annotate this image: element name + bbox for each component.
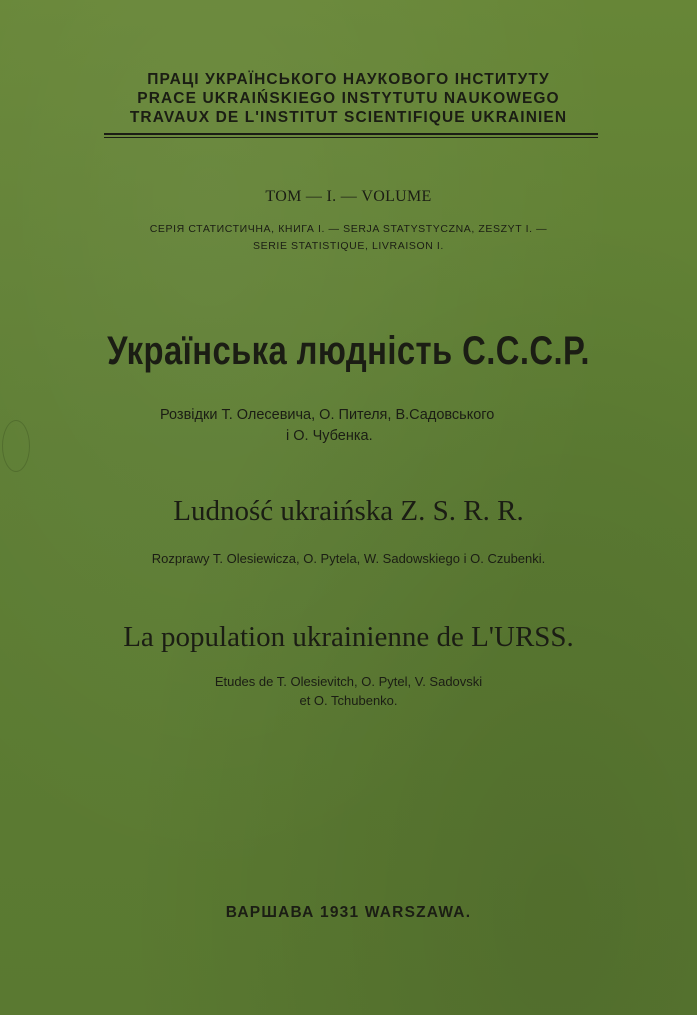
- imprint-place-year: ВАРШАВА 1931 WARSZAWA.: [225, 904, 472, 921]
- authors-ukrainian: [160, 405, 494, 447]
- series-title-polish: PRACE UKRAIŃSKIEGO INSTYTUTU NAUKOWEGO: [137, 90, 560, 107]
- subseries-line-2: SERIE STATISTIQUE, LIVRAISON I.: [253, 240, 444, 252]
- authors-polish: Rozprawy T. Olesiewicza, O. Pytela, W. Sadowskiego i O. Czubenki.: [151, 551, 546, 566]
- title-polish: Ludność ukraińska Z. S. R. R.: [173, 495, 524, 527]
- series-header: [0, 70, 697, 127]
- authors-french: [0, 672, 697, 710]
- header-rule-thick: [104, 133, 598, 135]
- authors-ukrainian-line-1: Розвідки Т. Олесевича, О. Пителя, В.Садовського: [160, 407, 495, 423]
- header-rule-thin: [104, 137, 598, 138]
- main-title-ukrainian: Українська людність С.С.С.Р.: [107, 329, 590, 373]
- volume-label: ТОМ — І. — VOLUME: [265, 188, 432, 205]
- series-title-ukrainian: ПРАЦІ УКРАЇНСЬКОГО НАУКОВОГО ІНСТИТУТУ: [147, 71, 550, 88]
- subseries-line-1: СЕРІЯ СТАТИСТИЧНА, КНИГА І. — SERJA STATYSTYCZNA, ZESZYT I. —: [149, 223, 548, 235]
- paper-stain: [2, 420, 30, 472]
- authors-french-line-1: Etudes de T. Olesievitch, O. Pytel, V. Sadovski: [214, 674, 483, 689]
- subseries-label: [0, 221, 697, 255]
- authors-ukrainian-line-2: і О. Чубенка.: [286, 428, 373, 444]
- authors-french-line-2: et O. Tchubenko.: [299, 693, 398, 708]
- series-title-french: TRAVAUX DE L'INSTITUT SCIENTIFIQUE UKRAINIEN: [129, 109, 568, 126]
- title-french: La population ukrainienne de L'URSS.: [123, 621, 574, 653]
